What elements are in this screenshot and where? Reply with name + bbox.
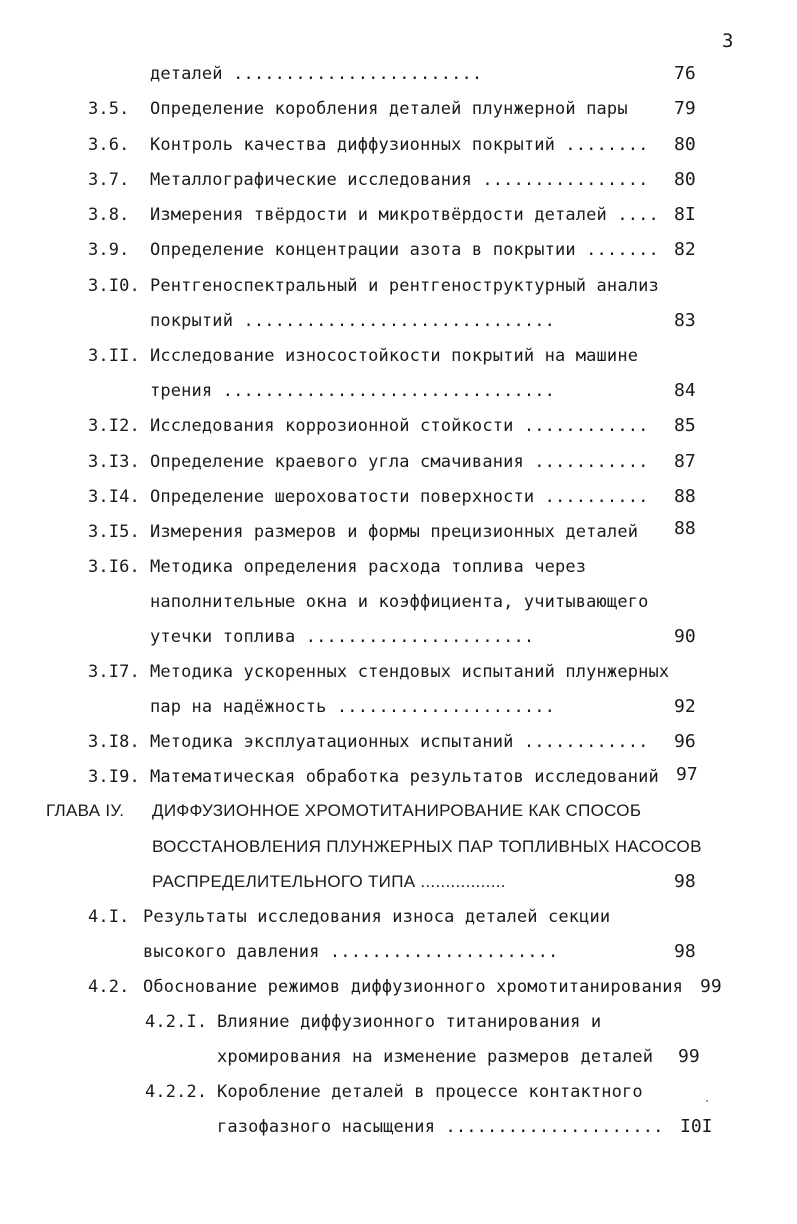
- toc-page: 79: [674, 98, 696, 119]
- toc-text: утечки топлива ......................: [150, 627, 535, 647]
- toc-text: Влияние диффузионного титанирования и: [217, 1012, 602, 1032]
- toc-number: 3.7.: [88, 170, 130, 190]
- toc-number: 3.II.: [88, 346, 140, 366]
- toc-number: 3.I7.: [88, 662, 140, 682]
- toc-page: 96: [674, 731, 696, 752]
- toc-number: 3.I9.: [88, 767, 140, 787]
- toc-number: 3.I5.: [88, 522, 140, 542]
- toc-text: покрытий ..............................: [150, 311, 556, 331]
- toc-number: 3.8.: [88, 205, 130, 225]
- toc-page: 84: [674, 380, 696, 401]
- chapter-label: ГЛАВА IУ.: [46, 801, 125, 820]
- toc-text: наполнительные окна и коэффициента, учитывающего: [150, 592, 649, 612]
- toc-text: Контроль качества диффузионных покрытий ........: [150, 135, 649, 155]
- toc-page: 98: [674, 871, 696, 892]
- toc-text: Математическая обработка результатов исследований: [150, 767, 659, 787]
- toc-text: Методика ускоренных стендовых испытаний плунжерных: [150, 662, 670, 682]
- toc-text: Обоснование режимов диффузионного хромотитанирования: [143, 977, 684, 997]
- toc-text: Измерения размеров и формы прецизионных деталей: [150, 522, 639, 542]
- toc-number: 3.5.: [88, 99, 130, 119]
- toc-number: 4.2.: [88, 977, 130, 997]
- toc-text: хромирования на изменение размеров деталей: [217, 1047, 654, 1067]
- toc-text: Измерения твёрдости и микротвёрдости деталей ....: [150, 205, 659, 225]
- toc-page: 99: [678, 1046, 700, 1067]
- toc-page: 87: [674, 451, 696, 472]
- toc-number: 3.9.: [88, 240, 130, 260]
- toc-number: 4.2.I.: [145, 1012, 208, 1032]
- toc-page: 80: [674, 134, 696, 155]
- chapter-title: ДИФФУЗИОННОЕ ХРОМОТИТАНИРОВАНИЕ КАК СПОСОБ: [152, 801, 642, 820]
- toc-text: газофазного насыщения .....................: [217, 1117, 664, 1137]
- toc-page: 80: [674, 169, 696, 190]
- toc-number: 3.I0.: [88, 276, 140, 296]
- toc-text: Определение коробления деталей плунжерной пары: [150, 99, 628, 119]
- toc-text: Исследования коррозионной стойкости ............: [150, 416, 649, 436]
- toc-page: 8I: [674, 204, 696, 225]
- toc-text: Методика определения расхода топлива через: [150, 557, 587, 577]
- toc-text: Результаты исследования износа деталей секции: [143, 907, 611, 927]
- toc-text: пар на надёжность .....................: [150, 697, 556, 717]
- toc-page: 97: [676, 764, 698, 785]
- toc-page: 76: [674, 63, 696, 84]
- toc-page: 85: [674, 415, 696, 436]
- toc-text: трения ................................: [150, 381, 556, 401]
- toc-page: 99: [700, 976, 722, 997]
- toc-page: 90: [674, 626, 696, 647]
- toc-page: 92: [674, 696, 696, 717]
- toc-text: Коробление деталей в процессе контактного: [217, 1082, 643, 1102]
- toc-text: Определение концентрации азота в покрытии .......: [150, 240, 659, 260]
- chapter-title: ВОССТАНОВЛЕНИЯ ПЛУНЖЕРНЫХ ПАР ТОПЛИВНЫХ НАСОСОВ: [152, 837, 702, 856]
- toc-number: 3.I3.: [88, 452, 140, 472]
- toc-number: 3.I6.: [88, 557, 140, 577]
- toc-page: 83: [674, 310, 696, 331]
- toc-page: I0I: [680, 1116, 713, 1137]
- page-number: 3: [722, 30, 734, 52]
- toc-text: Определение краевого угла смачивания ...........: [150, 452, 649, 472]
- toc-number: 4.2.2.: [145, 1082, 208, 1102]
- toc-text: Определение шероховатости поверхности ..........: [150, 487, 649, 507]
- toc-text: деталей ........................: [150, 64, 483, 84]
- toc-number: 4.I.: [88, 907, 130, 927]
- toc-text: высокого давления ......................: [143, 942, 559, 962]
- toc-page: 88: [674, 518, 696, 539]
- toc-page: 98: [674, 941, 696, 962]
- toc-text: Исследование износостойкости покрытий на машине: [150, 346, 639, 366]
- toc-page: 88: [674, 486, 696, 507]
- toc-number: 3.I8.: [88, 732, 140, 752]
- toc-number: 3.6.: [88, 135, 130, 155]
- toc-text: Методика эксплуатационных испытаний ............: [150, 732, 649, 752]
- toc-text: Рентгеноспектральный и рентгеноструктурный анализ: [150, 276, 659, 296]
- scan-speck: [706, 1100, 708, 1102]
- toc-text: Металлографические исследования ................: [150, 170, 649, 190]
- toc-page: 82: [674, 239, 696, 260]
- toc-number: 3.I4.: [88, 487, 140, 507]
- chapter-title: РАСПРЕДЕЛИТЕЛЬНОГО ТИПА .................: [152, 872, 506, 891]
- toc-number: 3.I2.: [88, 416, 140, 436]
